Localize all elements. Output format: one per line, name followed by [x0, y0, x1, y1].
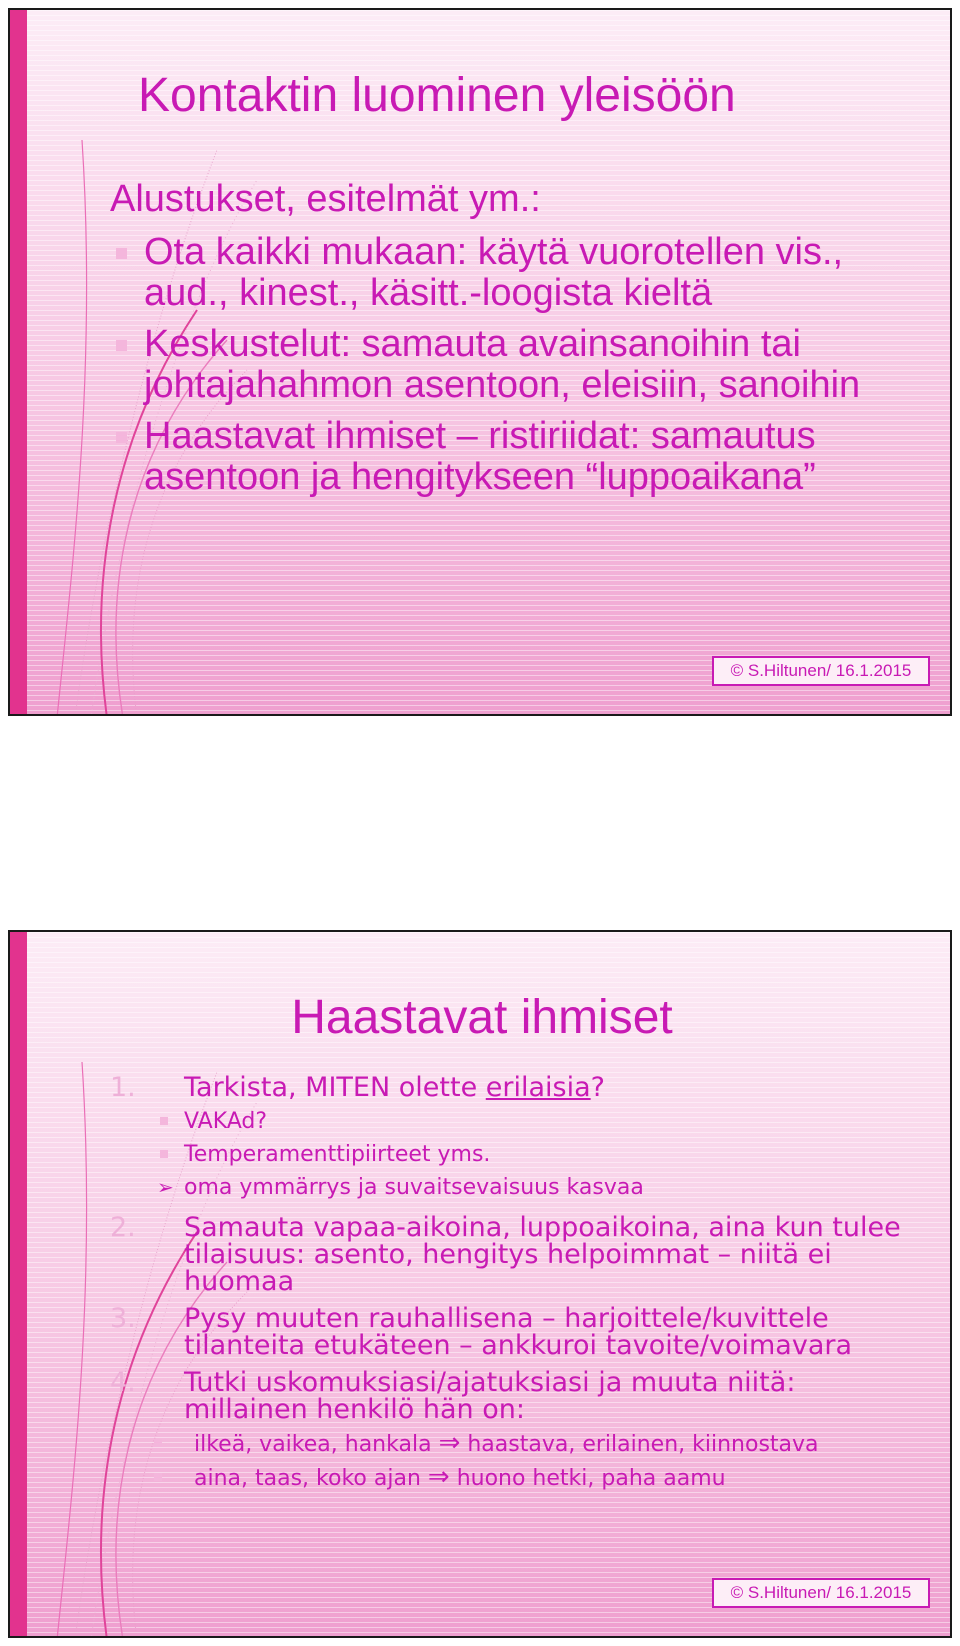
list-item	[110, 1305, 910, 1359]
arrow-bullet-icon: ➢	[157, 1175, 174, 1199]
item-number: 3.	[110, 1303, 136, 1334]
sub-list-item	[157, 1171, 910, 1204]
item-text-end: ?	[590, 1072, 605, 1103]
underlined-word: erilaisia	[485, 1072, 591, 1103]
sub-list-item	[154, 1427, 910, 1461]
sub-list-item	[184, 1138, 910, 1171]
sub-item-text: VAKAd?	[184, 1109, 268, 1134]
sub-item-text: aina, taas, koko ajan	[194, 1466, 421, 1491]
slide-1	[8, 8, 952, 716]
list-item	[110, 232, 910, 314]
slide-2	[8, 930, 952, 1638]
sub-item-text: haastava, erilainen, kiinnostava	[467, 1432, 819, 1457]
item-number: 2.	[110, 1212, 136, 1243]
footer-copyright: © S.Hiltunen/ 16.1.2015	[712, 656, 930, 686]
slide-subheading: Alustukset, esitelmät ym.:	[110, 178, 541, 220]
item-text: Tarkista, MITEN olette	[184, 1072, 486, 1103]
implies-arrow-icon: ⇒	[427, 1462, 450, 1492]
list-item	[110, 1074, 910, 1204]
item-number: 1.	[110, 1072, 136, 1103]
item-text: Samauta vapaa-aikoina, luppoaikoina, aina kun tulee tilaisuus: asento, hengitys helpoimmat – niitä ei huomaa	[184, 1212, 901, 1297]
list-item	[110, 324, 910, 406]
item-text: Pysy muuten rauhallisena – harjoittele/kuvittele tilanteita etukäteen – ankkuroi tavoite/voimavara	[184, 1303, 853, 1361]
sub-list	[184, 1427, 910, 1495]
square-bullet-icon	[154, 1473, 162, 1481]
slide-title: Haastavat ihmiset	[291, 991, 673, 1044]
list-item	[110, 416, 910, 498]
square-bullet-icon	[116, 432, 127, 443]
list-item	[110, 1369, 910, 1495]
sub-list-item	[154, 1461, 910, 1495]
sub-list	[157, 1105, 910, 1204]
implies-arrow-icon: ⇒	[438, 1428, 461, 1458]
square-bullet-icon	[116, 340, 127, 351]
square-bullet-icon	[160, 1117, 168, 1125]
footer-copyright: © S.Hiltunen/ 16.1.2015	[712, 1578, 930, 1608]
bullet-text: Keskustelut: samauta avainsanoihin tai johtajahahmon asentoon, eleisiin, sanoihin	[144, 323, 861, 406]
slide-accent-bar	[10, 10, 27, 714]
item-number: 4.	[110, 1367, 136, 1398]
sub-item-text: huono hetki, paha aamu	[456, 1466, 726, 1491]
numbered-list	[110, 1074, 910, 1505]
square-bullet-icon	[154, 1439, 162, 1447]
bullet-text: Ota kaikki mukaan: käytä vuorotellen vis., aud., kinest., käsitt.-loogista kieltä	[144, 231, 844, 314]
square-bullet-icon	[116, 248, 127, 259]
sub-list-item	[184, 1105, 910, 1138]
sub-item-text: oma ymmärrys ja suvaitsevaisuus kasvaa	[184, 1175, 644, 1200]
bullet-list	[110, 232, 910, 508]
sub-item-text: ilkeä, vaikea, hankala	[194, 1432, 432, 1457]
list-item	[110, 1214, 910, 1295]
square-bullet-icon	[160, 1150, 168, 1158]
slide-title: Kontaktin luominen yleisöön	[138, 69, 736, 122]
bullet-text: Haastavat ihmiset – ristiriidat: samautus asentoon ja hengitykseen “luppoaikana”	[144, 415, 816, 498]
sub-item-text: Temperamenttipiirteet yms.	[184, 1142, 491, 1167]
item-text: Tutki uskomuksiasi/ajatuksiasi ja muuta niitä: millainen henkilö hän on:	[184, 1367, 796, 1425]
